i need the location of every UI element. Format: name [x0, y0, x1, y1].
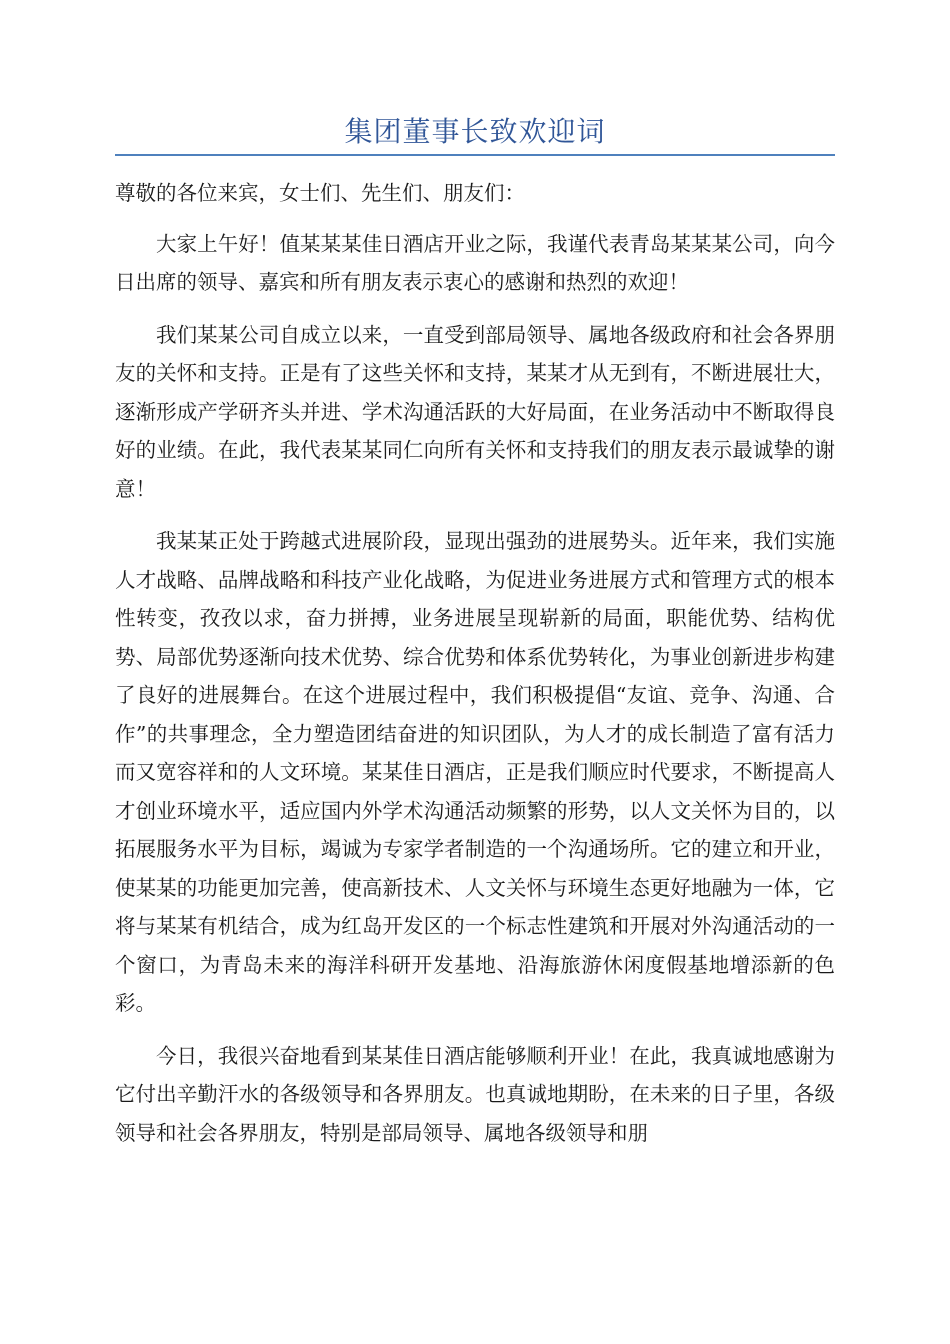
document-body [115, 174, 835, 1166]
paragraph-opening: 大家上午好！值某某某佳日酒店开业之际，我谨代表青岛某某某公司，向今日出席的领导、嘉宾和所有朋友表示衷心的感谢和热烈的欢迎！ [115, 231, 835, 294]
paragraph-company-history: 我们某某公司自成立以来，一直受到部局领导、属地各级政府和社会各界朋友的关怀和支持。正是有了这些关怀和支持，某某才从无到有，不断进展壮大，逐渐形成产学研齐头并进、学术沟通活跃的大好局面，在业务活动中不断取得良好的业绩。在此，我代表某某同仁向所有关怀和支持我们的朋友表示最诚挚的谢意！ [115, 322, 835, 501]
title-underline [115, 154, 835, 156]
paragraph-development: 我某某正处于跨越式进展阶段，显现出强劲的进展势头。近年来，我们实施人才战略、品牌战略和科技产业化战略，为促进业务进展方式和管理方式的根本性转变，孜孜以求，奋力拼搏，业务进展呈现崭新的局面，职能优势、结构优势、局部优势逐渐向技术优势、综合优势和体系优势转化，为事业创新进步构建了良好的进展舞台。在这个进展过程中，我们积极提倡“友谊、竞争、沟通、合作”的共事理念，全力塑造团结奋进的知识团队，为人才的成长制造了富有活力而又宽容祥和的人文环境。某某佳日酒店，正是我们顺应时代要求，不断提高人才创业环境水平，适应国内外学术沟通活动频繁的形势，以人文关怀为目的，以拓展服务水平为目标，竭诚为专家学者制造的一个沟通场所。它的建立和开业，使某某的功能更加完善，使高新技术、人文关怀与环境生态更好地融为一体，它将与某某有机结合，成为红岛开发区的一个标志性建筑和开展对外沟通活动的一个窗口，为青岛未来的海洋科研开发基地、沿海旅游休闲度假基地增添新的色彩。 [115, 529, 835, 1015]
salutation: 尊敬的各位来宾，女士们、先生们、朋友们： [115, 181, 525, 205]
paragraph-closing: 今日，我很兴奋地看到某某佳日酒店能够顺利开业！在此，我真诚地感谢为它付出辛勤汗水的各级领导和各界朋友。也真诚地期盼，在未来的日子里，各级领导和社会各界朋友，特别是部局领导、属地各级领导和朋 [115, 1043, 835, 1145]
document-title: 集团董事长致欢迎词 [344, 115, 606, 148]
